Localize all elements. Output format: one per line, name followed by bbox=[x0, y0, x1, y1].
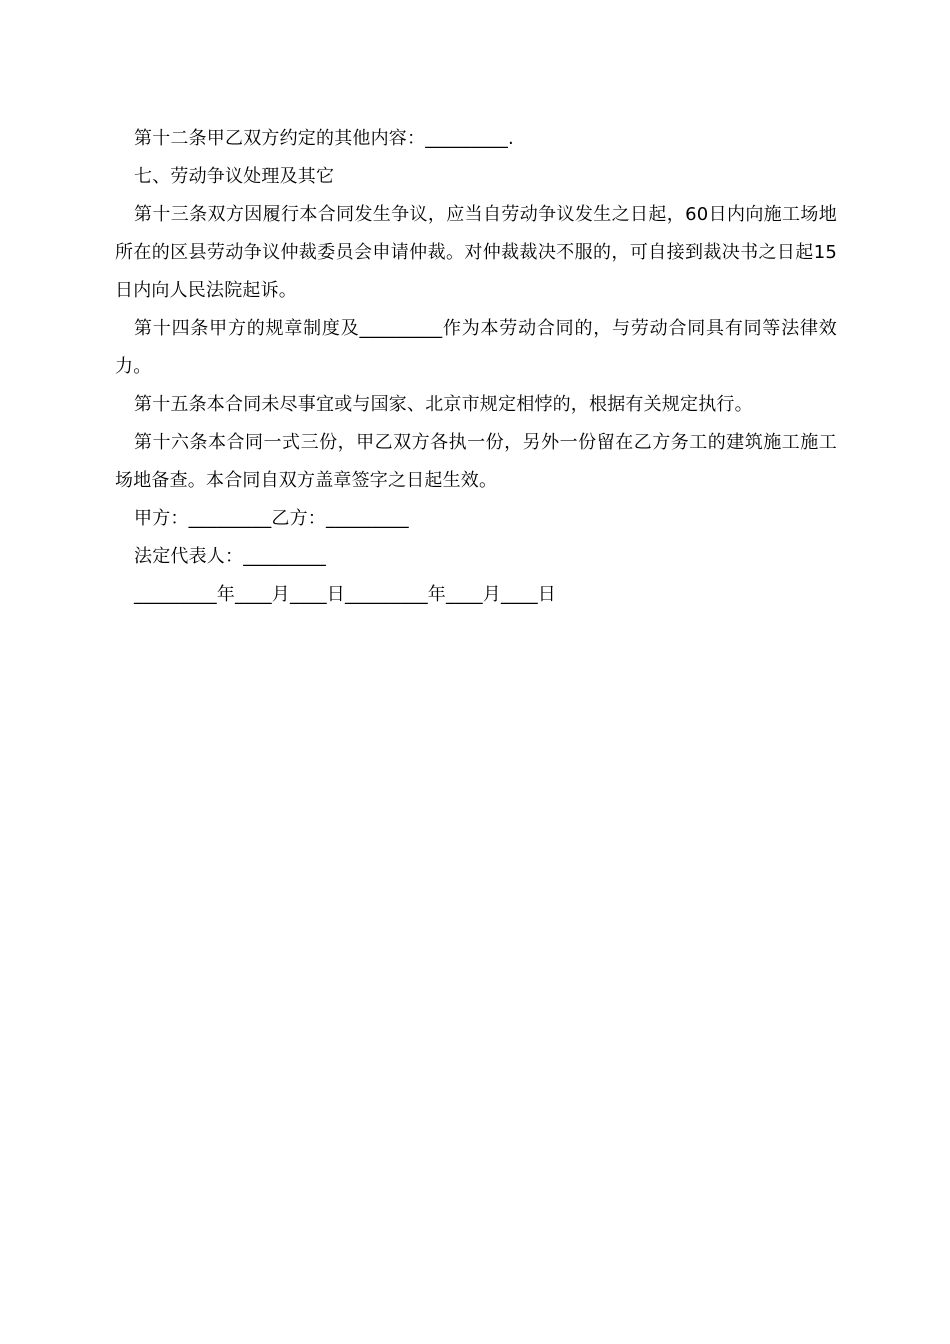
clause-16: 第十六条本合同一式三份，甲乙双方各执一份，另外一份留在乙方务工的建筑施工施工场地备查。本合同自双方盖章签字之日起生效。 bbox=[115, 432, 837, 491]
party-signature-line: 甲方：_________乙方：_________ bbox=[134, 508, 409, 529]
clause-13: 第十三条双方因履行本合同发生争议，应当自劳动争议发生之日起，60日内向施工场地所在的区县劳动争议仲裁委员会申请仲裁。对仲裁裁决不服的，可自接到裁决书之日起15日内向人民法院起诉。 bbox=[115, 204, 837, 301]
document-page bbox=[115, 120, 837, 614]
clause-12: 第十二条甲乙双方约定的其他内容：_________. bbox=[134, 128, 514, 149]
date-line: _________年____月____日_________年____月____日 bbox=[134, 584, 556, 605]
clause-15: 第十五条本合同未尽事宜或与国家、北京市规定相悖的，根据有关规定执行。 bbox=[134, 394, 753, 415]
section-7-heading: 七、劳动争议处理及其它 bbox=[134, 166, 335, 187]
legal-representative-line: 法定代表人：_________ bbox=[134, 546, 326, 567]
clause-14: 第十四条甲方的规章制度及_________作为本劳动合同的，与劳动合同具有同等法律效力。 bbox=[115, 318, 837, 377]
